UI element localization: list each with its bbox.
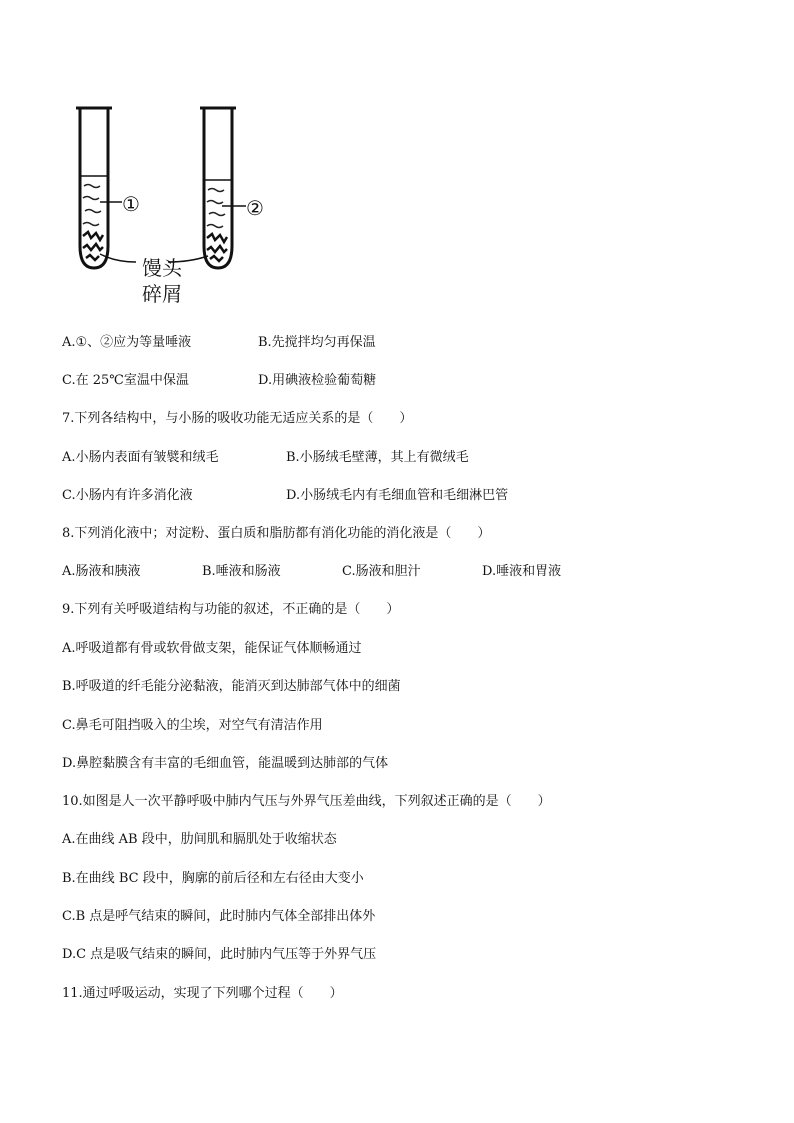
- q8-stem: 8.下列消化液中；对淀粉、蛋白质和脂肪都有消化功能的消化液是（ ）: [62, 526, 491, 541]
- q9-stem: 9.下列有关呼吸道结构与功能的叙述，不正确的是（ ）: [62, 602, 400, 617]
- q10-stem: 10.如图是人一次平静呼吸中肺内气压与外界气压差曲线，下列叙述正确的是（ ）: [62, 794, 551, 809]
- q9-option-d: D.鼻腔黏膜含有丰富的毛细血管，能温暖到达肺部的气体: [62, 756, 389, 771]
- q6-option-c: C.在 25℃室温中保温: [62, 373, 189, 388]
- q7-option-b: B.小肠绒毛壁薄，其上有微绒毛: [286, 450, 469, 465]
- q8-option-c: C.肠液和胆汁: [342, 564, 421, 579]
- q9-option-a: A.呼吸道都有骨或软骨做支架，能保证气体顺畅通过: [62, 641, 362, 656]
- bread-crumbs-label-line2: 碎屑: [142, 282, 182, 306]
- q10-option-a: A.在曲线 AB 段中，肋间肌和膈肌处于收缩状态: [62, 832, 337, 847]
- q10-option-b: B.在曲线 BC 段中，胸廓的前后径和左右径由大变小: [62, 871, 364, 886]
- test-tube-2: [168, 108, 246, 268]
- q7-option-d: D.小肠绒毛内有毛细血管和毛细淋巴管: [286, 488, 509, 503]
- q7-option-c: C.小肠内有许多消化液: [62, 488, 193, 503]
- q7-stem: 7.下列各结构中，与小肠的吸收功能无适应关系的是（ ）: [62, 411, 413, 426]
- tube-2-label: ②: [246, 196, 264, 220]
- test-tube-1: [76, 108, 136, 268]
- q6-option-a: A.①、②应为等量唾液: [62, 335, 192, 350]
- q6-option-b: B.先搅拌均匀再保温: [258, 335, 376, 350]
- q9-option-b: B.呼吸道的纤毛能分泌黏液，能消灭到达肺部气体中的细菌: [62, 679, 401, 694]
- test-tube-figure: [70, 96, 290, 306]
- bread-crumbs-label-line1: 馒头: [142, 256, 182, 280]
- q7-option-a: A.小肠内表面有皱襞和绒毛: [62, 450, 219, 465]
- q8-option-b: B.唾液和肠液: [202, 564, 281, 579]
- tube-1-label: ①: [122, 192, 140, 216]
- q8-option-a: A.肠液和胰液: [62, 564, 141, 579]
- q9-option-c: C.鼻毛可阻挡吸入的尘埃，对空气有清洁作用: [62, 718, 323, 733]
- q11-stem: 11.通过呼吸运动，实现了下列哪个过程（ ）: [62, 986, 343, 1001]
- q10-option-d: D.C 点是吸气结束的瞬间，此时肺内气压等于外界气压: [62, 947, 377, 962]
- q8-option-d: D.唾液和胃液: [482, 564, 562, 579]
- q10-option-c: C.B 点是呼气结束的瞬间，此时肺内气体全部排出体外: [62, 909, 376, 924]
- q6-option-d: D.用碘液检验葡萄糖: [258, 373, 377, 388]
